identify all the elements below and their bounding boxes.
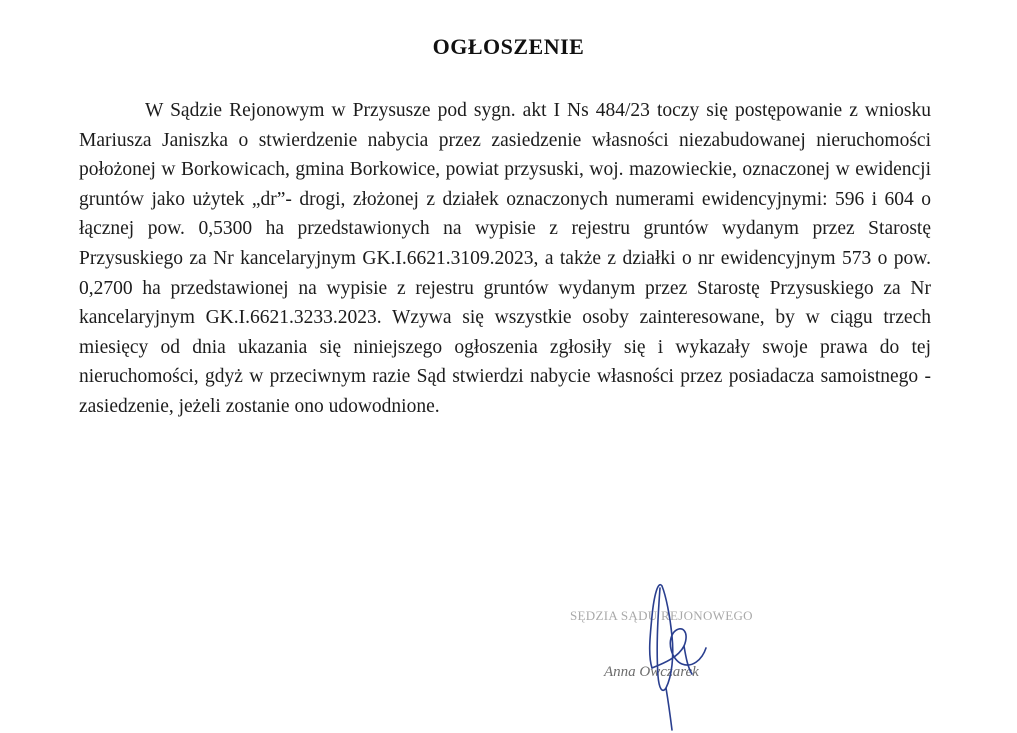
- announcement-body: W Sądzie Rejonowym w Przysusze pod sygn. akt I Ns 484/23 toczy się postępowanie z wniosku Mariusza Janiszka o stwierdzenie nabycia przez zasiedzenie własności niezabudowanej nieruchomości położonej w Borkowicach, gmina Borkowice, powiat przysuski, woj. mazowieckie, oznaczonej w ewidencji gruntów jako użytek „dr”- drogi, złożonej z działek oznaczonych numerami ewidencyjnymi: 596 i 604 o łącznej pow. 0,5300 ha przedstawionych na wypisie z rejestru gruntów wydanym przez Starostę Przysuskiego za Nr kancelaryjnym GK.I.6621.3109.2023, a także z działki o nr ewidencyjnym 573 o pow. 0,2700 ha przedstawionej na wypisie z rejestru gruntów wydanym przez Starostę Przysuskiego za Nr kancelaryjnym GK.I.6621.3233.2023. Wzywa się wszystkie osoby zainteresowane, by w ciągu trzech miesięcy od dnia ukazania się niniejszego ogłoszenia zgłosiły się i wykazały swoje prawa do tej nieruchomości, gdyż w przeciwnym razie Sąd stwierdzi nabycie własności przez posiadacza samoistnego -zasiedzenie, jeżeli zostanie ono udowodnione.: [79, 100, 931, 417]
- page-title: OGŁOSZENIE: [432, 34, 585, 59]
- stamp-name: Anna Owczarek: [604, 664, 699, 680]
- handwritten-signature-icon: [622, 576, 742, 733]
- stamp-title: SĘDZIA SĄDU REJONOWEGO: [570, 608, 753, 623]
